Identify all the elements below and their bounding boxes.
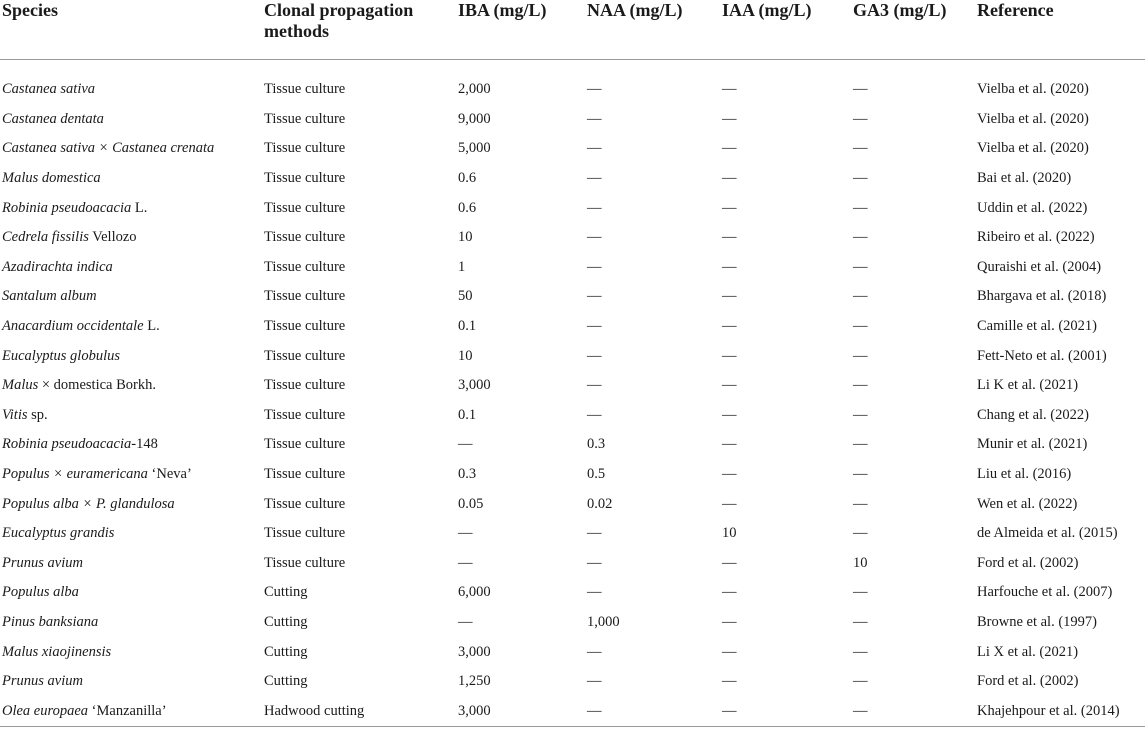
cell-species [0,312,262,342]
cell-naa: 0.02 [587,495,613,512]
cell-species [0,134,262,164]
cell-reference: Browne et al. (1997) [977,613,1097,630]
cell-iba: — [458,613,473,630]
cell-method: Tissue culture [264,140,346,157]
cell-naa: — [587,525,602,542]
cell-reference: Fett-Neto et al. (2001) [977,347,1107,364]
cell-species [0,253,262,283]
species-name: Anacardium occidentale [2,318,144,335]
cell-iba: 5,000 [458,140,491,157]
cell-iaa: — [722,406,737,423]
cell-species [0,519,262,549]
cell-iaa: — [722,584,737,601]
cell-iaa: — [722,495,737,512]
table-row [0,105,1145,135]
cell-method: Tissue culture [264,347,346,364]
table-row [0,430,1145,460]
cell-iba: 10 [458,229,473,246]
table-row [0,75,1145,105]
cell-naa: — [587,347,602,364]
cell-reference: Bai et al. (2020) [977,170,1072,187]
cell-iaa: 10 [722,525,737,542]
species-name: Vitis [2,406,28,423]
cell-species [0,430,262,460]
cell-iaa: — [722,229,737,246]
cell-method: Cutting [264,643,308,660]
cell-ga3: — [853,347,868,364]
cell-species [0,667,262,697]
cell-iaa: — [722,347,737,364]
cell-ga3: — [853,584,868,601]
cell-iaa: — [722,258,737,275]
cell-reference: Bhargava et al. (2018) [977,288,1107,305]
header-iaa: IAA (mg/L) [720,0,851,60]
cell-iaa: — [722,110,737,127]
cell-reference: Munir et al. (2021) [977,436,1088,453]
cell-iaa: — [722,554,737,571]
cell-species [0,608,262,638]
cell-reference: Harfouche et al. (2007) [977,584,1113,601]
cell-reference: Wen et al. (2022) [977,495,1078,512]
header-naa: NAA (mg/L) [585,0,720,60]
cell-iba: 1 [458,258,466,275]
cell-iba: 0.05 [458,495,484,512]
cell-method: Cutting [264,584,308,601]
table-row [0,371,1145,401]
cell-naa: — [587,554,602,571]
cell-method: Tissue culture [264,199,346,216]
table-row [0,253,1145,283]
cell-reference: Camille et al. (2021) [977,318,1097,335]
species-name: Prunus avium [2,554,83,571]
cell-ga3: — [853,525,868,542]
cell-ga3: — [853,613,868,630]
cell-naa: 0.3 [587,436,606,453]
species-name: Pinus banksiana [2,613,99,630]
species-name: Cedrela fissilis [2,229,89,246]
cell-ga3: — [853,258,868,275]
species-name: Santalum album [2,288,97,305]
cell-iaa: — [722,377,737,394]
cell-reference: Uddin et al. (2022) [977,199,1088,216]
cell-species [0,549,262,579]
cell-ga3: — [853,406,868,423]
cell-iba: 0.3 [458,466,477,483]
cell-ga3: — [853,495,868,512]
species-name: Populus × euramericana [2,466,148,483]
cell-species [0,75,262,105]
cell-iba: 3,000 [458,377,491,394]
table-row [0,341,1145,371]
cell-method: Tissue culture [264,288,346,305]
species-name: Populus alba [2,584,79,601]
cell-naa: — [587,258,602,275]
species-suffix: sp. [27,406,48,423]
cell-ga3: — [853,81,868,98]
cell-iaa: — [722,613,737,630]
cell-method: Tissue culture [264,495,346,512]
cell-naa: 1,000 [587,613,620,630]
cell-ga3: — [853,229,868,246]
species-name: Castanea dentata [2,110,104,127]
cell-species [0,578,262,608]
cell-reference: Vielba et al. (2020) [977,140,1089,157]
table-body [0,60,1145,727]
cell-naa: — [587,199,602,216]
table-row [0,282,1145,312]
species-suffix: L. [143,318,160,335]
species-name: Eucalyptus grandis [2,525,115,542]
table-row [0,489,1145,519]
cell-iba: 6,000 [458,584,491,601]
table-row [0,312,1145,342]
cell-ga3: — [853,110,868,127]
cell-species [0,193,262,223]
cell-species [0,489,262,519]
cell-iba: 0.6 [458,199,477,216]
table-row [0,578,1145,608]
table-row [0,519,1145,549]
table-row [0,667,1145,697]
species-name: Castanea sativa × Castanea crenata [2,140,215,157]
cell-method: Tissue culture [264,554,346,571]
cell-ga3: — [853,377,868,394]
species-name: Azadirachta indica [2,258,113,275]
cell-reference: de Almeida et al. (2015) [977,525,1118,542]
cell-species [0,460,262,490]
cell-method: Cutting [264,613,308,630]
cell-iba: 0.1 [458,406,477,423]
cell-iba: 3,000 [456,696,585,726]
cell-naa: — [587,288,602,305]
cell-iaa: — [722,436,737,453]
table-row [0,134,1145,164]
cell-reference: Li X et al. (2021) [977,643,1079,660]
table-row [0,549,1145,579]
header-species: Species [0,0,262,60]
cell-ga3: — [851,696,975,726]
cell-naa: — [587,81,602,98]
header-reference: Reference [975,0,1145,60]
cell-naa: — [587,643,602,660]
cell-naa: — [587,170,602,187]
species-name: Malus [2,377,39,394]
species-suffix: × domestica Borkh. [38,377,156,394]
cell-method: Tissue culture [264,318,346,335]
cell-ga3: — [853,466,868,483]
cell-species [0,164,262,194]
cell-naa: — [587,140,602,157]
species-name: Populus alba × P. glandulosa [2,495,175,512]
cell-iba: 0.1 [458,318,477,335]
cell-method: Tissue culture [264,81,346,98]
cell-naa: — [587,377,602,394]
species-name: Castanea sativa [2,81,96,98]
cell-iba: 0.6 [458,170,477,187]
cell-iaa: — [722,81,737,98]
cell-iba: — [458,436,473,453]
table-row [0,401,1145,431]
cell-reference: Quraishi et al. (2004) [977,258,1102,275]
cell-ga3: 10 [853,554,868,571]
cell-naa: — [587,110,602,127]
cell-iba: — [458,554,473,571]
cell-iaa: — [720,696,851,726]
cell-reference: Khajehpour et al. (2014) [975,696,1145,726]
cell-species [0,696,262,726]
cell-iba: 3,000 [458,643,491,660]
table-row [0,460,1145,490]
cell-reference: Li K et al. (2021) [977,377,1079,394]
species-name: Prunus avium [2,673,83,690]
cell-species [0,637,262,667]
cell-reference: Liu et al. (2016) [977,466,1072,483]
cell-method: Tissue culture [264,229,346,246]
cell-method: Tissue culture [264,406,346,423]
cell-iaa: — [722,199,737,216]
table-row [0,164,1145,194]
species-suffix: ‘Manzanilla’ [88,702,167,719]
cell-ga3: — [853,318,868,335]
cell-iba: — [458,525,473,542]
cell-ga3: — [853,170,868,187]
cell-naa: — [587,229,602,246]
cell-ga3: — [853,288,868,305]
cell-iaa: — [722,288,737,305]
cell-naa: — [587,584,602,601]
cell-method: Tissue culture [264,525,346,542]
cell-species [0,282,262,312]
cell-reference: Ford et al. (2002) [977,673,1079,690]
species-name: Robinia pseudoacacia [2,436,132,453]
cell-species [0,223,262,253]
species-suffix: ‘Neva’ [147,466,192,483]
species-name: Malus domestica [2,170,101,187]
cell-method: Cutting [264,673,308,690]
table-row [0,637,1145,667]
header-row [0,0,1145,60]
cell-iba: 2,000 [458,81,491,98]
cell-iba: 50 [458,288,473,305]
cell-species [0,105,262,135]
cell-ga3: — [853,140,868,157]
cell-iba: 1,250 [458,673,491,690]
cell-method: Tissue culture [264,436,346,453]
species-name: Eucalyptus globulus [2,347,121,364]
cell-naa: — [587,673,602,690]
table-row [0,193,1145,223]
header-method: Clonal propagation methods [262,0,456,60]
cell-naa: 0.5 [587,466,606,483]
species-suffix: -148 [131,436,158,453]
cell-reference: Chang et al. (2022) [977,406,1089,423]
cell-reference: Ribeiro et al. (2022) [977,229,1095,246]
cell-iaa: — [722,673,737,690]
species-suffix: Vellozo [88,229,137,246]
cell-naa: — [585,696,720,726]
table-row [0,696,1145,726]
cell-method: Hadwood cutting [262,696,456,726]
cell-reference: Vielba et al. (2020) [977,81,1089,98]
species-name: Olea europaea [2,702,89,719]
species-name: Robinia pseudoacacia [2,199,132,216]
table-row [0,223,1145,253]
cell-iaa: — [722,466,737,483]
cell-iaa: — [722,643,737,660]
cell-ga3: — [853,199,868,216]
cell-method: Tissue culture [264,258,346,275]
cell-method: Tissue culture [264,377,346,394]
cell-ga3: — [853,673,868,690]
cell-naa: — [587,406,602,423]
header-spacer [0,60,1145,76]
cell-iba: 9,000 [458,110,491,127]
cell-ga3: — [853,643,868,660]
cell-method: Tissue culture [264,466,346,483]
cell-iaa: — [722,318,737,335]
cell-species [0,341,262,371]
cell-method: Tissue culture [264,170,346,187]
cell-method: Tissue culture [264,110,346,127]
table-header [0,0,1145,60]
cell-reference: Vielba et al. (2020) [977,110,1089,127]
cell-ga3: — [853,436,868,453]
species-suffix: L. [131,199,148,216]
cell-iaa: — [722,170,737,187]
header-iba: IBA (mg/L) [456,0,585,60]
species-name: Malus xiaojinensis [2,643,112,660]
cell-naa: — [587,318,602,335]
cell-iba: 10 [458,347,473,364]
header-ga3: GA3 (mg/L) [851,0,975,60]
cell-iaa: — [722,140,737,157]
cell-species [0,371,262,401]
cell-species [0,401,262,431]
table-row [0,608,1145,638]
cell-reference: Ford et al. (2002) [977,554,1079,571]
